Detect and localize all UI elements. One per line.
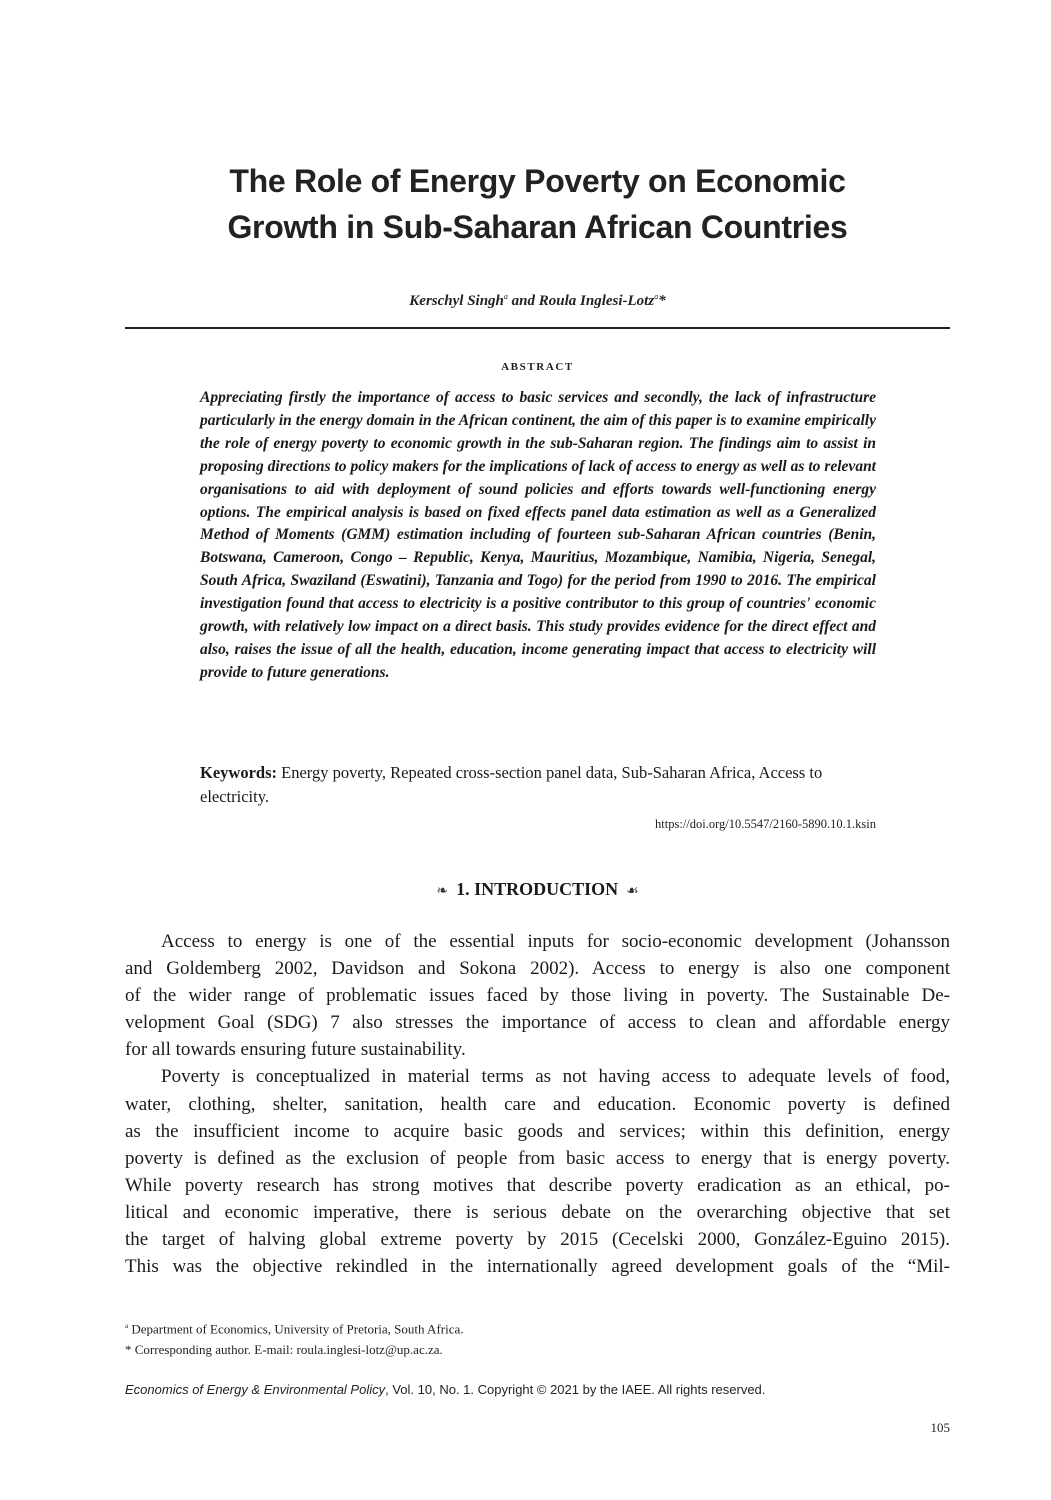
author-2-affiliation: a <box>654 292 659 301</box>
section-heading <box>125 879 950 900</box>
section-title: 1. INTRODUCTION <box>456 879 619 899</box>
ornament-right-icon: ☙ <box>626 884 639 899</box>
intro-line: litical and economic imperative, there is serious debate on the overarching objective that set <box>125 1201 950 1223</box>
title-line-1: The Role of Energy Poverty on Economic <box>229 163 846 199</box>
author-1: Kerschyl Singh <box>409 293 504 309</box>
journal-name: Economics of Energy & Environmental Policy <box>125 1382 386 1397</box>
intro-line: water, clothing, shelter, sanitation, health care and education. Economic poverty is defined <box>125 1093 950 1115</box>
title-line-2: Growth in Sub-Saharan African Countries <box>227 209 848 245</box>
paper-title <box>125 158 950 250</box>
doi-link[interactable]: https://doi.org/10.5547/2160-5890.10.1.ksin <box>655 817 876 831</box>
page-number: 105 <box>930 1420 950 1435</box>
intro-line: velopment Goal (SDG) 7 also stresses the importance of access to clean and affordable energy <box>125 1012 950 1034</box>
keywords-text: Energy poverty, Repeated cross-section panel data, Sub-Saharan Africa, Access to electricity. <box>200 763 823 806</box>
intro-line: Poverty is conceptualized in material terms as not having access to adequate levels of food, <box>161 1066 950 1088</box>
footnote-marker: a <box>125 1322 129 1330</box>
introduction-body <box>125 928 950 1280</box>
abstract-heading: ABSTRACT <box>501 361 574 373</box>
intro-line: for all towards ensuring future sustainability. <box>125 1039 466 1061</box>
ornament-left-icon: ❧ <box>436 884 449 899</box>
footnote-affiliation <box>125 1316 950 1339</box>
corresponding-mark: * <box>658 293 666 309</box>
intro-line: the target of halving global extreme poverty by 2015 (Cecelski 2000, González-Eguino 2015). <box>125 1229 950 1251</box>
author-1-affiliation: a <box>503 292 508 301</box>
footnote-corresponding: * Corresponding author. E-mail: roula.inglesi-lotz@up.ac.za. <box>125 1342 443 1358</box>
intro-line: as the insufficient income to acquire basic goods and services; within this definition, energy <box>125 1120 950 1142</box>
abstract-text: Appreciating firstly the importance of access to basic services and secondly, the lack of infrastructure particularly in the energy domain in the African continent, the aim of this paper is to examine empirically the role of energy poverty to economic growth in the sub-Saharan region. The findings aim to assist in proposing directions to policy makers for the implications of lack of access to energy as well as to relevant organisations to aid with deployment of sound policies and efforts towards well-functioning energy options. The empirical analysis is based on fixed effects panel data estimation as well as a Generalized Method of Moments (GMM) estimation including of fourteen sub-Saharan African countries (Benin, Botswana, Cameroon, Congo – Republic, Kenya, Mauritius, Mozambique, Namibia, Nigeria, Senegal, South Africa, Swaziland (Eswatini), Tanzania and Togo) for the period from 1990 to 2016. The empirical investigation found that access to electricity is a positive contributor to this group of countries' economic growth, with relatively low impact on a direct basis. This study provides evidence for the direct effect and also, raises the issue of all the health, education, income generating impact that access to electricity will provide to future generations. <box>200 389 876 681</box>
intro-line: and Goldemberg 2002, Davidson and Sokona 2002). Access to energy is also one component <box>125 958 950 980</box>
keywords <box>200 761 876 809</box>
footnotes <box>125 1316 950 1360</box>
author-2: Roula Inglesi-Lotz <box>538 293 655 309</box>
author-list <box>125 292 950 310</box>
header-divider <box>125 327 950 329</box>
footnote-affiliation-text: Department of Economics, University of Pretoria, South Africa. <box>128 1321 464 1337</box>
intro-line: While poverty research has strong motives that describe poverty eradication as an ethical, po- <box>125 1174 950 1196</box>
intro-line: poverty is defined as the exclusion of people from basic access to energy that is energy poverty. <box>125 1147 950 1169</box>
intro-line: of the wider range of problematic issues faced by those living in poverty. The Sustainable De- <box>125 985 950 1007</box>
keywords-label: Keywords: <box>200 763 277 782</box>
journal-copyright: , Vol. 10, No. 1. Copyright © 2021 by the IAEE. All rights reserved. <box>385 1382 766 1397</box>
journal-footer <box>125 1382 950 1397</box>
intro-line: Access to energy is one of the essential inputs for socio-economic development (Johansson <box>161 931 950 952</box>
author-connector: and <box>507 293 539 309</box>
intro-line: This was the objective rekindled in the internationally agreed development goals of the “Mil- <box>125 1256 950 1278</box>
